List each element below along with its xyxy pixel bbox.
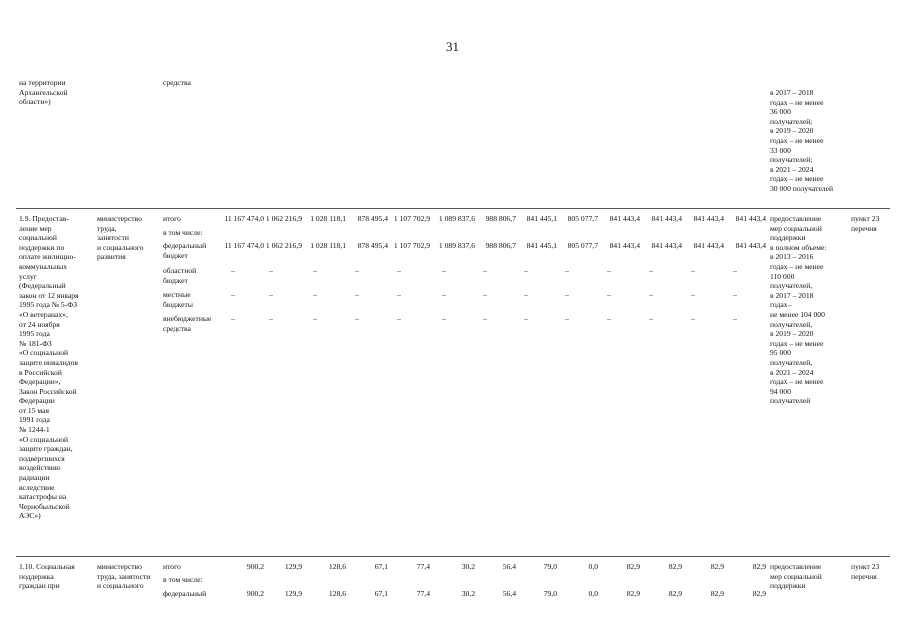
table-cell-value: 841 443,4 — [693, 241, 724, 250]
funding-source-continuation: средства — [163, 78, 191, 87]
table-cell-value: 82,9 — [668, 562, 682, 571]
table-cell-dash: – — [269, 314, 273, 323]
table-cell-value: 878 495,4 — [357, 241, 388, 250]
table-cell-value: 841 443,4 — [735, 214, 766, 223]
table-cell-value: 30,2 — [461, 562, 475, 571]
table-cell-value: 56,4 — [502, 589, 516, 598]
table-cell-dash: – — [231, 314, 235, 323]
table-cell-value: 841 445,1 — [526, 214, 557, 223]
table-cell-dash: – — [355, 314, 359, 323]
table-cell-value: 0,0 — [588, 589, 598, 598]
table-cell-value: 82,9 — [710, 589, 724, 598]
table-cell-value: 77,4 — [416, 589, 430, 598]
table-cell-dash: – — [733, 290, 737, 299]
table-cell-value: 11 167 474,0 — [224, 214, 264, 223]
table-cell-value: 841 443,4 — [609, 241, 640, 250]
table-cell-dash: – — [313, 314, 317, 323]
table-cell-value: 841 443,4 — [651, 214, 682, 223]
table-cell-value: 805 077,7 — [567, 241, 598, 250]
table-cell-value: 67,1 — [374, 589, 388, 598]
source-total-1-10: итого — [163, 562, 181, 571]
source-regional-1-9: областной бюджет — [163, 266, 197, 285]
executor-1-10: министерство труда, занятости и социального — [97, 562, 151, 591]
table-cell-dash: – — [442, 290, 446, 299]
table-cell-value: 1 107 702,9 — [393, 241, 430, 250]
table-cell-value: 900,2 — [246, 562, 264, 571]
table-cell-dash: – — [355, 290, 359, 299]
table-cell-value: 67,1 — [374, 562, 388, 571]
table-cell-value: 129,9 — [284, 589, 302, 598]
table-cell-value: 841 443,4 — [651, 241, 682, 250]
table-cell-dash: – — [313, 290, 317, 299]
table-cell-dash: – — [565, 290, 569, 299]
table-cell-value: 878 495,4 — [357, 214, 388, 223]
row-divider — [16, 556, 890, 557]
source-total-1-9: итого — [163, 214, 181, 223]
table-cell-value: 988 806,7 — [485, 214, 516, 223]
table-cell-dash: – — [524, 290, 528, 299]
table-cell-dash: – — [733, 314, 737, 323]
table-cell-value: 82,9 — [626, 589, 640, 598]
table-cell-value: 900,2 — [246, 589, 264, 598]
table-cell-value: 1 028 118,1 — [310, 241, 346, 250]
table-cell-dash: – — [607, 290, 611, 299]
table-cell-value: 1 089 837,6 — [438, 214, 475, 223]
table-cell-dash: – — [231, 266, 235, 275]
source-federal-1-10: федеральный — [163, 589, 207, 598]
table-cell-dash: – — [691, 266, 695, 275]
table-cell-dash: – — [442, 266, 446, 275]
reference-1-10: пункт 23 перечня — [851, 562, 880, 581]
table-cell-dash: – — [397, 314, 401, 323]
source-local-1-9: местные бюджеты — [163, 290, 193, 309]
table-cell-dash: – — [483, 290, 487, 299]
table-cell-value: 0,0 — [588, 562, 598, 571]
table-cell-value: 77,4 — [416, 562, 430, 571]
table-cell-dash: – — [691, 314, 695, 323]
table-cell-dash: – — [607, 314, 611, 323]
table-cell-dash: – — [269, 290, 273, 299]
table-cell-value: 1 062 216,9 — [265, 241, 302, 250]
table-cell-dash: – — [649, 314, 653, 323]
table-cell-value: 841 445,1 — [526, 241, 557, 250]
table-cell-dash: – — [524, 314, 528, 323]
table-cell-value: 128,6 — [328, 562, 346, 571]
table-cell-value: 129,9 — [284, 562, 302, 571]
row-divider — [16, 208, 890, 209]
table-cell-dash: – — [649, 290, 653, 299]
indicator-1-10: предоставление мер социальной поддержки — [770, 562, 822, 591]
indicator-continuation: в 2017 – 2018 годах – не менее 36 000 получателей; в 2019 – 2020 годах – не менее 33 000 получателей; в 2021 – 2024 годах – не менее 30 000 получателей — [770, 88, 834, 193]
table-cell-value: 56,4 — [502, 562, 516, 571]
table-cell-value: 82,9 — [668, 589, 682, 598]
table-cell-dash: – — [607, 266, 611, 275]
table-cell-value: 1 107 702,9 — [393, 214, 430, 223]
table-cell-value: 82,9 — [710, 562, 724, 571]
table-cell-dash: – — [565, 314, 569, 323]
executor-1-9: министерство труда, занятости и социального развития — [97, 214, 144, 262]
table-cell-value: 988 806,7 — [485, 241, 516, 250]
measure-name-1-9: 1.9. Предостав- ление мер социальной поддержки по оплате жилищно- коммунальных услуг (Федеральный закон от 12 января 1995 года № 5-ФЗ «О ветеранах», от 24 ноября 1995 года № 181-ФЗ «О социальной защите инвалидов в Российской Федерации», Закон Российской Федерации от 15 мая 1991 года № 1244-1 «О социальной защите граждан, подвергшихся воздействию радиации вследствие катастрофы на Чернобыльской АЭС») — [19, 214, 79, 521]
source-offbudget-1-9: внебюджетные средства — [163, 314, 212, 333]
table-cell-dash: – — [313, 266, 317, 275]
table-cell-value: 841 443,4 — [735, 241, 766, 250]
source-federal-1-9: федеральный бюджет — [163, 241, 207, 260]
table-cell-dash: – — [524, 266, 528, 275]
table-cell-value: 128,6 — [328, 589, 346, 598]
page-number: 31 — [446, 39, 459, 54]
table-cell-value: 82,9 — [752, 562, 766, 571]
table-cell-value: 1 089 837,6 — [438, 241, 475, 250]
table-cell-value: 30,2 — [461, 589, 475, 598]
source-including-1-10: в том числе: — [163, 575, 203, 584]
table-cell-dash: – — [691, 290, 695, 299]
table-cell-dash: – — [442, 314, 446, 323]
source-including-1-9: в том числе: — [163, 228, 203, 237]
table-cell-dash: – — [483, 314, 487, 323]
reference-1-9: пункт 23 перечня — [851, 214, 880, 233]
table-cell-value: 82,9 — [626, 562, 640, 571]
table-cell-value: 841 443,4 — [609, 214, 640, 223]
table-cell-value: 79,0 — [543, 589, 557, 598]
table-cell-value: 79,0 — [543, 562, 557, 571]
table-cell-dash: – — [355, 266, 359, 275]
table-cell-dash: – — [649, 266, 653, 275]
table-cell-dash: – — [483, 266, 487, 275]
program-name-continuation: на территории Архангельской области») — [19, 78, 68, 107]
table-cell-dash: – — [269, 266, 273, 275]
table-cell-dash: – — [397, 290, 401, 299]
table-cell-value: 805 077,7 — [567, 214, 598, 223]
table-cell-value: 1 062 216,9 — [265, 214, 302, 223]
table-cell-dash: – — [733, 266, 737, 275]
indicator-1-9: предоставление мер социальной поддержки в полном объеме: в 2013 – 2016 годах – не менее 110 000 получателей, в 2017 – 2018 годах– не менее 104 000 получателей, в 2019 – 2020 годах – не менее 95 000 получателей, в 2021 – 2024 годах – не менее 94 000 получателей — [770, 214, 827, 406]
table-cell-value: 11 167 474,0 — [224, 241, 264, 250]
table-cell-value: 1 028 118,1 — [310, 214, 346, 223]
measure-name-1-10: 1.10. Социальная поддержка граждан при — [19, 562, 75, 591]
table-cell-dash: – — [231, 290, 235, 299]
table-cell-value: 841 443,4 — [693, 214, 724, 223]
table-cell-dash: – — [565, 266, 569, 275]
table-cell-value: 82,9 — [752, 589, 766, 598]
table-cell-dash: – — [397, 266, 401, 275]
